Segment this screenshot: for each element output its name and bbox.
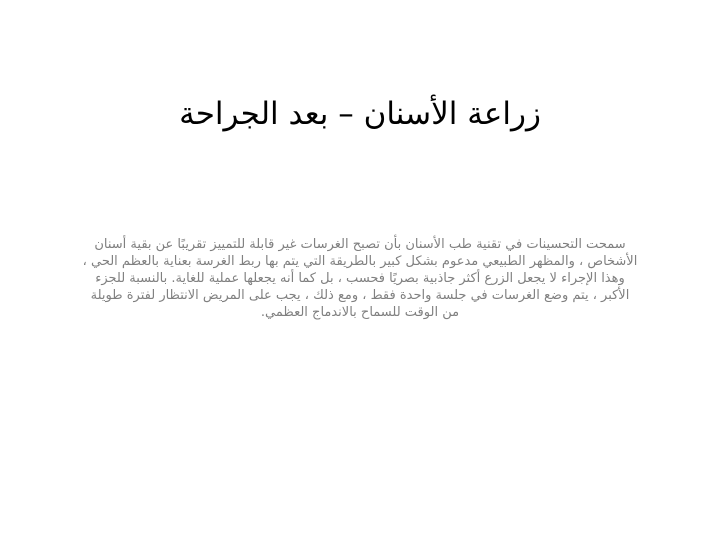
slide-body-text: سمحت التحسينات في تقنية طب الأسنان بأن تصبح الغرسات غير قابلة للتمييز تقريبًا عن بقية أسنان الأشخاص ، والمظهر الطبيعي مدعوم بشكل كبير بالطريقة التي يتم بها ربط الغرسة بعناية بالعظم الحي ، وهذا الإجراء لا يجعل الزرع أكثر جاذبية بصريًا فحسب ، بل كما أنه يجعلها عملية للغاية. بالنسبة للجزء الأكبر ، يتم وضع الغرسات في جلسة واحدة فقط ، ومع ذلك ، يجب على المريض الانتظار لفترة طويلة من الوقت للسماح بالاندماج العظمي. [82,237,638,320]
slide-title: زراعة الأسنان – بعد الجراحة [179,96,541,132]
